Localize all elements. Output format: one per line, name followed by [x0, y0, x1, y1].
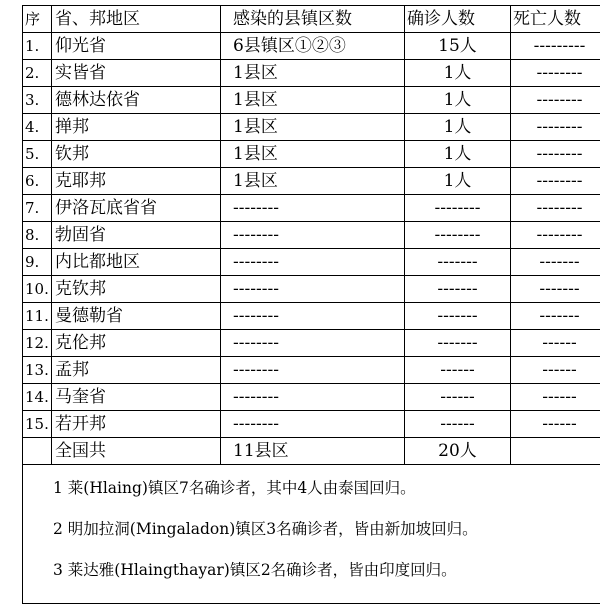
- header-townships: 感染的县镇区数: [221, 6, 405, 33]
- row-confirmed: 1人: [405, 141, 511, 168]
- header-confirmed: 确诊人数: [405, 6, 511, 33]
- row-region: 勃固省: [52, 222, 221, 249]
- row-no: 7.: [23, 195, 52, 222]
- row-townships: 1县区: [221, 87, 405, 114]
- row-townships: --------: [221, 330, 405, 357]
- row-confirmed: 15人: [405, 33, 511, 60]
- row-region: 克伦邦: [52, 330, 221, 357]
- row-confirmed: -------: [405, 276, 511, 303]
- row-region: 孟邦: [52, 357, 221, 384]
- row-townships: --------: [221, 195, 405, 222]
- table-row: [23, 249, 600, 276]
- row-deaths: ------: [511, 384, 600, 411]
- row-townships: 1县区: [221, 141, 405, 168]
- table-row: [23, 33, 600, 60]
- table-row: [23, 222, 600, 249]
- notes-row: [23, 465, 600, 604]
- row-no: 2.: [23, 60, 52, 87]
- row-deaths: ------: [511, 411, 600, 438]
- row-no: 8.: [23, 222, 52, 249]
- row-confirmed: ------: [405, 357, 511, 384]
- row-no: 4.: [23, 114, 52, 141]
- row-no: 5.: [23, 141, 52, 168]
- row-region: 掸邦: [52, 114, 221, 141]
- row-deaths: -------: [511, 303, 600, 330]
- row-region: 克耶邦: [52, 168, 221, 195]
- row-townships: 1县区: [221, 168, 405, 195]
- row-region: 克钦邦: [52, 276, 221, 303]
- row-deaths: --------: [511, 60, 600, 87]
- row-townships: 1县区: [221, 60, 405, 87]
- row-region: 仰光省: [52, 33, 221, 60]
- row-deaths: -------: [511, 249, 600, 276]
- table-row: [23, 114, 600, 141]
- total-no: [23, 438, 52, 465]
- row-deaths: -------: [511, 276, 600, 303]
- row-townships: --------: [221, 249, 405, 276]
- row-deaths: ---------: [511, 33, 600, 60]
- row-townships: --------: [221, 276, 405, 303]
- header-row: [23, 6, 600, 33]
- row-region: 实皆省: [52, 60, 221, 87]
- row-region: 钦邦: [52, 141, 221, 168]
- row-region: 曼德勒省: [52, 303, 221, 330]
- total-row: [23, 438, 600, 465]
- table-row: [23, 276, 600, 303]
- row-region: 伊洛瓦底省省: [52, 195, 221, 222]
- row-no: 6.: [23, 168, 52, 195]
- covid-cases-table: [22, 5, 600, 604]
- row-townships: --------: [221, 411, 405, 438]
- row-confirmed: --------: [405, 222, 511, 249]
- table-row: [23, 168, 600, 195]
- row-confirmed: --------: [405, 195, 511, 222]
- row-no: 1.: [23, 33, 52, 60]
- row-confirmed: ------: [405, 384, 511, 411]
- row-region: 德林达依省: [52, 87, 221, 114]
- row-confirmed: -------: [405, 249, 511, 276]
- total-townships: 11县区: [221, 438, 405, 465]
- table-row: [23, 303, 600, 330]
- header-no: 序: [23, 6, 52, 33]
- row-no: 14.: [23, 384, 52, 411]
- row-no: 13.: [23, 357, 52, 384]
- total-label: 全国共: [52, 438, 221, 465]
- table-row: [23, 60, 600, 87]
- row-deaths: ------: [511, 330, 600, 357]
- header-region: 省、邦地区: [52, 6, 221, 33]
- footnote-1: 1 莱(Hlaing)镇区7名确诊者，其中4人由泰国回归。: [53, 472, 600, 513]
- row-region: 若开邦: [52, 411, 221, 438]
- row-no: 11.: [23, 303, 52, 330]
- row-no: 15.: [23, 411, 52, 438]
- row-confirmed: 1人: [405, 87, 511, 114]
- header-deaths: 死亡人数: [511, 6, 600, 33]
- footnote-2: 2 明加拉洞(Mingaladon)镇区3名确诊者，皆由新加坡回归。: [53, 513, 600, 554]
- row-confirmed: -------: [405, 303, 511, 330]
- row-no: 10.: [23, 276, 52, 303]
- total-confirmed: 20人: [405, 438, 511, 465]
- row-deaths: --------: [511, 141, 600, 168]
- row-deaths: ------: [511, 357, 600, 384]
- table-row: [23, 384, 600, 411]
- row-confirmed: ------: [405, 411, 511, 438]
- row-townships: --------: [221, 357, 405, 384]
- footnote-3: 3 莱达雅(Hlaingthayar)镇区2名确诊者，皆由印度回归。: [53, 554, 600, 595]
- table-body: [23, 33, 600, 438]
- row-deaths: --------: [511, 195, 600, 222]
- row-deaths: --------: [511, 114, 600, 141]
- table-row: [23, 195, 600, 222]
- footnotes: [23, 465, 600, 604]
- row-townships: --------: [221, 303, 405, 330]
- row-townships: --------: [221, 384, 405, 411]
- row-townships: --------: [221, 222, 405, 249]
- row-deaths: --------: [511, 87, 600, 114]
- row-region: 马奎省: [52, 384, 221, 411]
- row-townships: 1县区: [221, 114, 405, 141]
- table-row: [23, 330, 600, 357]
- row-deaths: --------: [511, 168, 600, 195]
- row-no: 9.: [23, 249, 52, 276]
- row-confirmed: 1人: [405, 60, 511, 87]
- row-confirmed: 1人: [405, 168, 511, 195]
- total-deaths: [511, 438, 600, 465]
- row-no: 3.: [23, 87, 52, 114]
- row-no: 12.: [23, 330, 52, 357]
- table-row: [23, 357, 600, 384]
- row-confirmed: -------: [405, 330, 511, 357]
- row-confirmed: 1人: [405, 114, 511, 141]
- row-townships: 6县镇区①②③: [221, 33, 405, 60]
- table-row: [23, 141, 600, 168]
- row-deaths: --------: [511, 222, 600, 249]
- table-row: [23, 87, 600, 114]
- row-region: 内比都地区: [52, 249, 221, 276]
- table-row: [23, 411, 600, 438]
